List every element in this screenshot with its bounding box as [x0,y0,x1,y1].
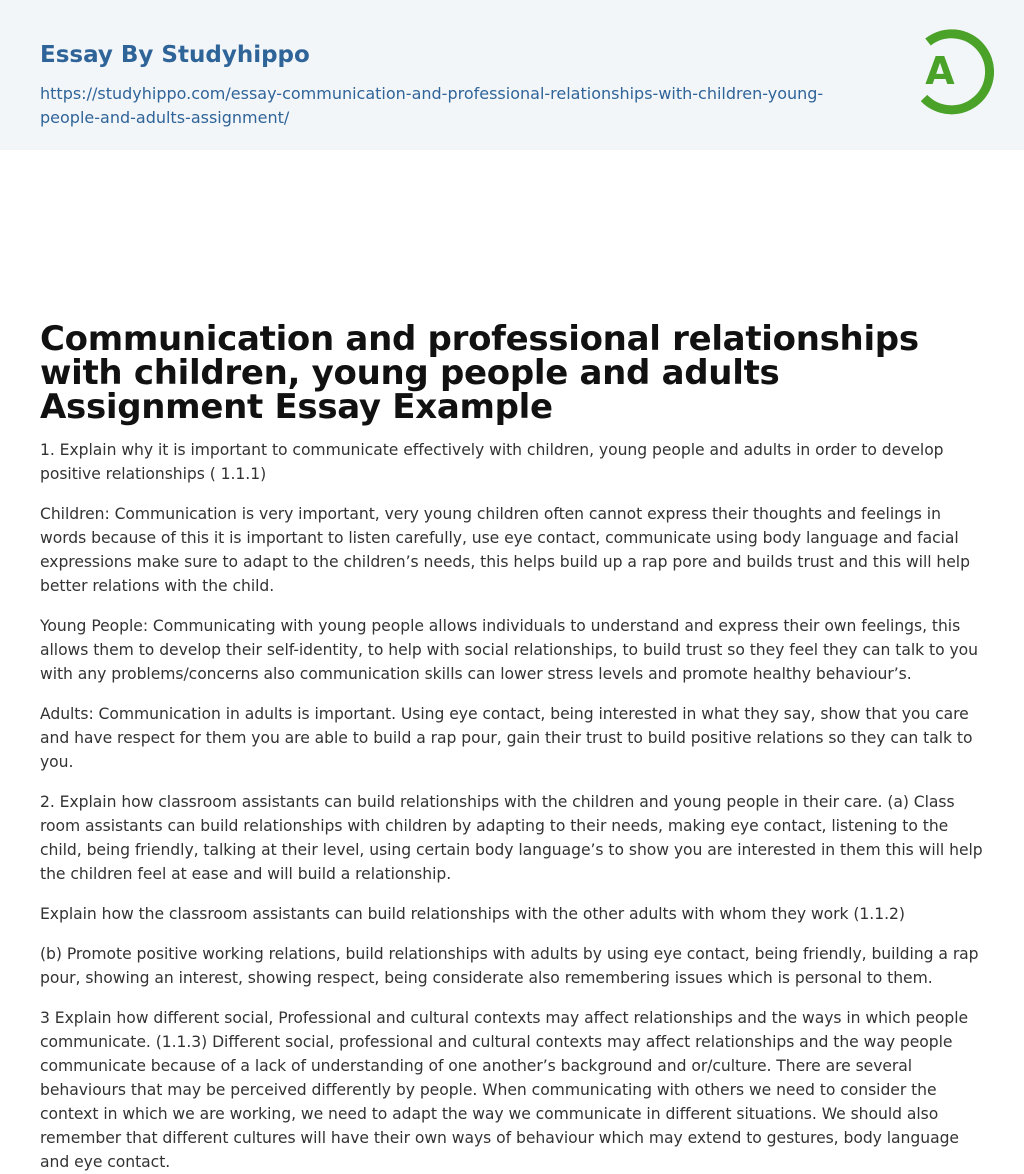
essay-url-link[interactable]: https://studyhippo.com/essay-communication-and-professional-relationships-with-children-young-people-and-adults-assignment/ [40,84,824,127]
essay-paragraph: 3 Explain how different social, Professional and cultural contexts may affect relationships and the ways in which people communicate. (1.1.3) Different social, professional and cultural contexts may affect relationships and the way people communicate because of a lack of understanding of one another’s background and or/culture. There are several behaviours that may be perceived differently by people. When communicating with others we need to consider the context in which we are working, we need to adapt the way we communicate in different situations. We should also remember that different cultures will have their own ways of behaviour which may extend to gestures, body language and eye contact. [40,1009,969,1171]
site-header [0,0,1024,150]
essay-paragraph: 1. Explain why it is important to communicate effectively with children, young people and adults in order to develop positive relationships ( 1.1.1) [40,441,944,483]
essay-body [40,438,984,1174]
studyhippo-logo-icon[interactable] [904,26,994,116]
site-title[interactable]: Essay By Studyhippo [40,42,310,68]
essay-paragraph: Explain how the classroom assistants can build relationships with the other adults with whom they work (1.1.2) [40,905,905,923]
essay-paragraph: Children: Communication is very important, very young children often cannot express their thoughts and feelings in words because of this it is important to listen carefully, use eye contact, communicate using body language and facial expressions make sure to adapt to the children’s needs, this helps build up a rap pore and builds trust and this will help better relations with the child. [40,505,970,595]
essay-paragraph: Adults: Communication in adults is important. Using eye contact, being interested in what they say, show that you care and have respect for them you are able to build a rap pour, gain their trust to build positive relations so they can talk to you. [40,705,973,771]
essay-paragraph: (b) Promote positive working relations, build relationships with adults by using eye contact, being friendly, building a rap pour, showing an interest, showing respect, being considerate also remembering issues which is personal to them. [40,945,979,987]
logo-letter: A [925,49,955,93]
essay-paragraph: 2. Explain how classroom assistants can build relationships with the children and young people in their care. (a) Class room assistants can build relationships with children by adapting to their needs, making eye contact, listening to the child, being friendly, talking at their level, using certain body language’s to show you are interested in them this will help the children feel at ease and will build a relationship. [40,793,983,883]
essay-title: Communication and professional relationships with children, young people and adults Assignment Essay Example [40,319,919,427]
essay-paragraph: Young People: Communicating with young people allows individuals to understand and express their own feelings, this allows them to develop their self-identity, to help with social relationships, to build trust so they feel they can talk to you with any problems/concerns also communication skills can lower stress levels and promote healthy behaviour’s. [40,617,978,683]
essay-content [0,150,1024,1174]
